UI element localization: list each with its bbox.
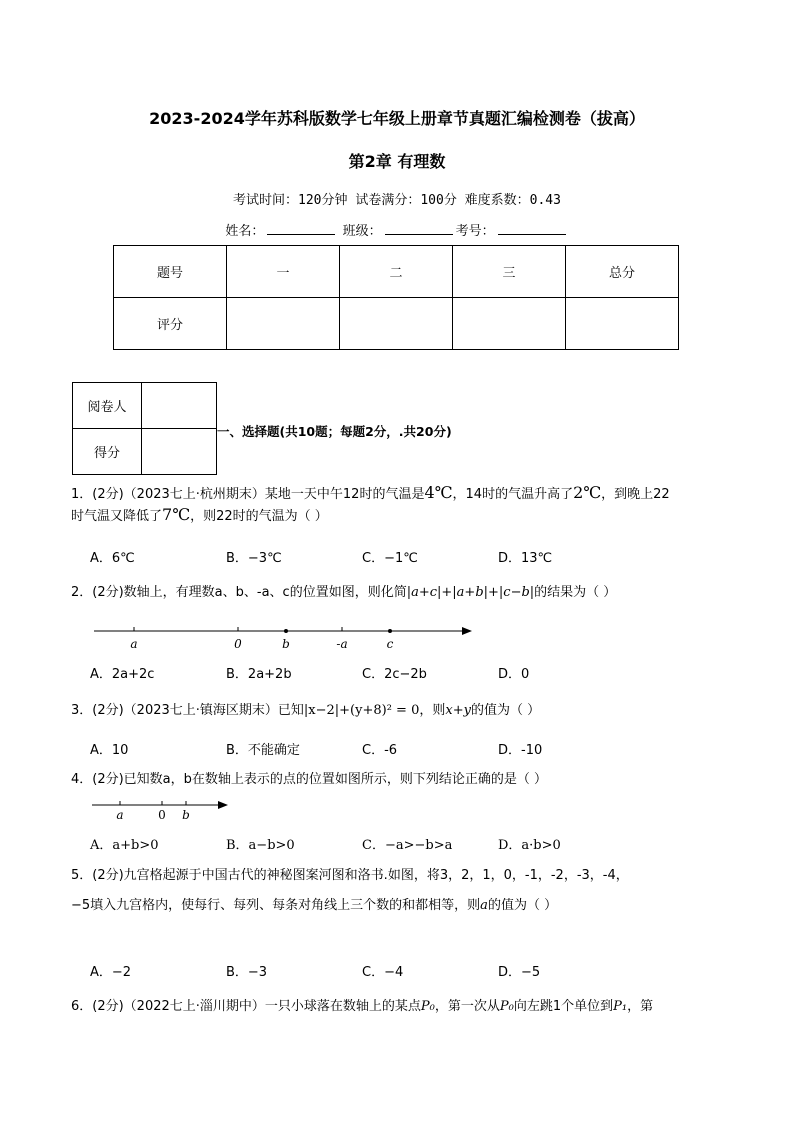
q5-variable: a (480, 898, 488, 913)
score-cell: 评分 (114, 298, 227, 350)
q1-temp-1: 4℃ (424, 483, 453, 502)
q6-text-mid: ，第一次从 (434, 999, 500, 1014)
question-5 (71, 866, 751, 916)
axis-label-a: a (116, 808, 124, 822)
q2-option-b[interactable]: B．2a+2b (226, 667, 292, 682)
q3-option-b[interactable]: B．不能确定 (226, 743, 300, 758)
q4-text: 4．(2分)已知数a，b在数轴上表示的点的位置如图所示，则下列结论正确的是（ ） (71, 772, 548, 787)
score-table-score-row (114, 298, 679, 350)
q5-text-line2: −5填入九宫格内，使每行、每列、每条对角线上三个数的和都相等，则 (71, 898, 481, 913)
q1-text-mid: ，14时的气温升高了 (452, 487, 574, 502)
q6-text-end: ，第 (627, 999, 654, 1014)
reviewer-cell[interactable] (142, 383, 217, 429)
point-c (388, 629, 392, 633)
q3-expression-2: x+y (445, 703, 471, 718)
score-cell: 二 (340, 246, 453, 298)
q3-option-a[interactable]: A．10 (90, 743, 129, 758)
class-blank[interactable] (385, 222, 453, 235)
q1-temp-2: 2℃ (573, 483, 602, 502)
score-input-cell[interactable] (453, 298, 566, 350)
q2-expression: |a+c|+|a+b|+|c−b| (406, 585, 535, 600)
question-4 (71, 770, 751, 790)
axis-label-zero: 0 (158, 808, 166, 822)
q2-option-d[interactable]: D．0 (498, 667, 530, 682)
score-input-cell[interactable] (340, 298, 453, 350)
score-table-header-row (114, 246, 679, 298)
q3-option-d[interactable]: D．-10 (498, 743, 543, 758)
question-6 (71, 997, 771, 1017)
axis-label-c: c (386, 637, 394, 651)
q1-option-b[interactable]: B．−3℃ (226, 551, 282, 566)
q6-point-p0: P₀ (420, 999, 435, 1014)
score-cell: 题号 (114, 246, 227, 298)
score-input-cell[interactable] (227, 298, 340, 350)
q6-text-mid2: 向左跳1个单位到 (513, 999, 614, 1014)
q3-text-mid: ，则 (419, 703, 446, 718)
q4-option-b[interactable]: B．a−b>0 (226, 838, 295, 853)
question-1 (71, 483, 751, 527)
q1-text: 1．(2分)（2023七上·杭州期末）某地一天中午12时的气温是 (71, 487, 425, 502)
reviewer-label: 阅卷人 (73, 383, 142, 429)
grader-table (72, 382, 217, 475)
number-line-arrow (462, 627, 472, 635)
name-label: 姓名： (225, 224, 265, 239)
exam-info: 考试时间：120分钟 试卷满分：100分 难度系数：0.43 (233, 193, 561, 208)
q5-option-b[interactable]: B．−3 (226, 965, 268, 980)
number-blank[interactable] (498, 222, 566, 235)
q4-option-d[interactable]: D．a·b>0 (498, 838, 561, 853)
name-blank[interactable] (267, 222, 335, 235)
axis-label-zero: 0 (234, 637, 242, 651)
number-line-arrow (218, 801, 228, 809)
grader-score-cell[interactable] (142, 429, 217, 475)
question-3 (71, 701, 751, 721)
q3-text-end: 的值为（ ） (470, 703, 541, 718)
class-label: 班级： (342, 224, 382, 239)
q1-text-end1: ，到晚上22 (601, 487, 670, 502)
score-cell: 总分 (566, 246, 679, 298)
q6-point-p1: P₁ (613, 999, 628, 1014)
chapter-title: 第2章 有理数 (348, 152, 446, 171)
q4-number-line (90, 797, 240, 823)
question-2 (71, 583, 751, 603)
q5-text-end: 的值为（ ） (487, 898, 558, 913)
q2-text-end: 的结果为（ ） (534, 585, 617, 600)
q2-number-line (90, 618, 480, 652)
score-input-cell[interactable] (566, 298, 679, 350)
number-label: 考号： (455, 224, 495, 239)
axis-label-a: a (130, 637, 138, 651)
q3-expression: |x−2|+(y+8)² = 0 (303, 703, 420, 718)
q4-option-a[interactable]: A．a+b>0 (90, 838, 159, 853)
q5-option-d[interactable]: D．−5 (498, 965, 541, 980)
grader-score-label: 得分 (73, 429, 142, 475)
q1-text-end: ，则22时的气温为（ ） (190, 509, 328, 524)
q1-text-line2: 时气温又降低了 (71, 509, 163, 524)
axis-label-neg-a: -a (336, 637, 348, 651)
score-table (113, 245, 679, 350)
student-info (0, 220, 794, 239)
point-b (284, 629, 288, 633)
q1-option-c[interactable]: C．−1℃ (362, 551, 418, 566)
q1-temp-3: 7℃ (162, 505, 191, 524)
q2-option-c[interactable]: C．2c−2b (362, 667, 427, 682)
axis-label-b: b (182, 808, 190, 822)
section-heading: 一、选择题(共10题；每题2分，.共20分) (217, 424, 452, 439)
q5-option-c[interactable]: C．−4 (362, 965, 404, 980)
q4-option-c[interactable]: C．−a>−b>a (362, 838, 453, 853)
q1-option-a[interactable]: A．6℃ (90, 551, 135, 566)
q3-text: 3．(2分)（2023七上·镇海区期末）已知 (71, 703, 304, 718)
score-cell: 三 (453, 246, 566, 298)
q2-option-a[interactable]: A．2a+2c (90, 667, 155, 682)
exam-title: 2023-2024学年苏科版数学七年级上册章节真题汇编检测卷（拔高） (149, 109, 645, 128)
q6-text: 6．(2分)（2022七上·淄川期中）一只小球落在数轴上的某点 (71, 999, 421, 1014)
q1-option-d[interactable]: D．13℃ (498, 551, 553, 566)
axis-label-b: b (282, 637, 290, 651)
q5-option-a[interactable]: A．−2 (90, 965, 132, 980)
score-cell: 一 (227, 246, 340, 298)
q6-point-p0-b: P₀ (499, 999, 514, 1014)
q2-text: 2．(2分)数轴上，有理数a、b、-a、c的位置如图，则化简 (71, 585, 407, 600)
q5-text-line1: 5．(2分)九宫格起源于中国古代的神秘图案河图和洛书.如图，将3，2，1，0，-1，-2，-3，-4， (71, 868, 629, 883)
q3-option-c[interactable]: C．-6 (362, 743, 398, 758)
